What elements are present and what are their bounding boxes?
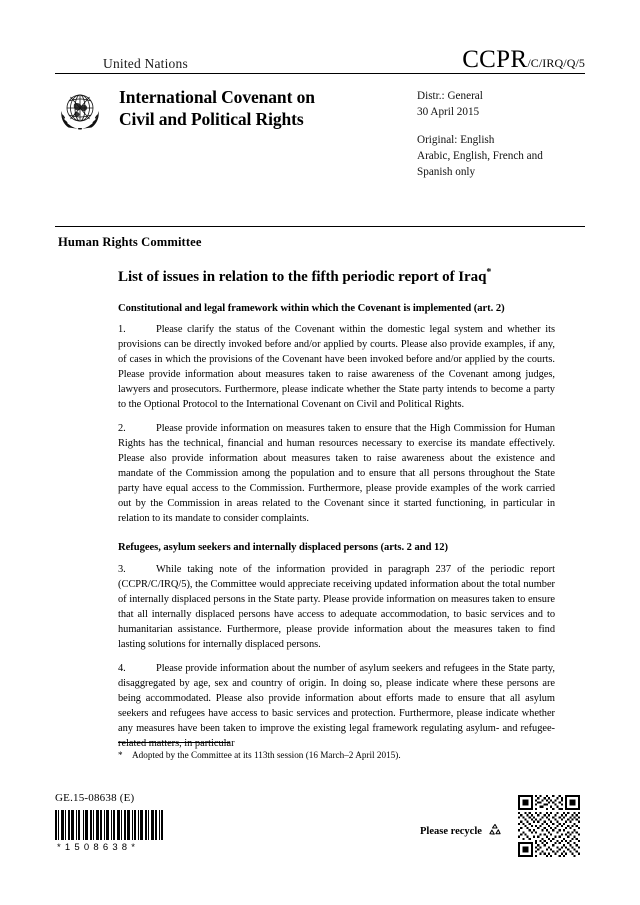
barcode bbox=[55, 810, 189, 853]
footnote bbox=[118, 749, 555, 762]
recycle-label: Please recycle bbox=[420, 826, 482, 837]
barcode-bars bbox=[55, 810, 189, 840]
barcode-digits: *1508638* bbox=[57, 842, 140, 853]
document-content bbox=[118, 266, 555, 761]
committee-rule bbox=[55, 226, 585, 227]
paragraph bbox=[118, 422, 555, 527]
page-title bbox=[118, 266, 555, 288]
distribution-type: Distr.: General bbox=[417, 90, 483, 102]
paragraph-number: 3. bbox=[118, 563, 126, 575]
paragraph-text: Please provide information about the number of asylum seekers and refugees in the State party, disaggregated by age, sex and country of origin. In doing so, please indicate where these persons are being accommodated. Please also provide information about efforts made to ensure that all asylum seekers and refugees have access to basic services and protection. Furthermore, please indicate whether any measures have been taken to improve the existing legal framework regulating asylum- and refugee-related matters, in particular bbox=[118, 662, 555, 749]
paragraph-number: 4. bbox=[118, 662, 126, 674]
paragraph-text: While taking note of the information provided in paragraph 237 of the periodic report (CCPR/C/IRQ/5), the Committee would appreciate receiving updated information about the total number of internally displaced persons in the State party. Please provide information on measures taken to ensure that all internally displaced persons have access to adequate accommodation, to basic services and to humanitarian assistance. Furthermore, please provide information about the measures taken to find lasting solutions for internally displaced persons. bbox=[118, 563, 555, 650]
page-title-text: List of issues in relation to the fifth periodic report of Iraq bbox=[118, 269, 487, 285]
distribution-block bbox=[417, 83, 585, 181]
footnote-marker: * bbox=[118, 750, 123, 760]
paragraph bbox=[118, 323, 555, 413]
committee-name: Human Rights Committee bbox=[58, 235, 202, 249]
instrument-title-line1: International Covenant on bbox=[119, 87, 315, 107]
instrument-title bbox=[113, 83, 417, 181]
section-heading: Refugees, asylum seekers and internally displaced persons (arts. 2 and 12) bbox=[118, 542, 449, 554]
recycle-notice bbox=[420, 822, 503, 841]
footnote-rule bbox=[118, 742, 230, 743]
paragraph bbox=[118, 563, 555, 653]
paragraph-text: Please clarify the status of the Covenant within the domestic legal system and whether its provisions can be directly invoked before and/or applied by courts. Please also provide examples, if any, of cases in which the provisions of the Covenant have been invoked before and/or applied by the courts. Please provide information about measures taken to raise awareness of the Covenant among judges, lawyers and prosecutors. Furthermore, please indicate whether the State party intends to become a party to the Optional Protocol to the International Covenant on Civil and Political Rights. bbox=[118, 324, 555, 411]
document-symbol bbox=[462, 47, 585, 72]
languages-line1: Arabic, English, French and bbox=[417, 149, 543, 162]
document-code: GE.15-08638 (E) bbox=[55, 792, 135, 804]
title-footnote-marker: * bbox=[486, 267, 492, 278]
section-heading: Constitutional and legal framework within which the Covenant is implemented (art. 2) bbox=[118, 302, 505, 314]
masthead bbox=[55, 47, 585, 181]
paragraph bbox=[118, 662, 555, 752]
instrument-title-line2: Civil and Political Rights bbox=[119, 108, 304, 129]
masthead-rule bbox=[55, 73, 585, 74]
masthead-body-row bbox=[55, 83, 585, 181]
original-language: Original: English bbox=[417, 133, 495, 146]
recycle-icon bbox=[487, 822, 503, 841]
languages-line2: Spanish only bbox=[417, 165, 476, 178]
document-symbol-suffix: /C/IRQ/Q/5 bbox=[527, 56, 585, 70]
qr-code bbox=[518, 795, 580, 857]
paragraph-number: 2. bbox=[118, 423, 126, 435]
paragraph-text: Please provide information on measures taken to ensure that the High Commission for Human Rights has the technical, financial and human resources necessary to exercise its mandate effectively. Please also provide information about measures taken to raise awareness about the existence and mandate of the Commission among the population and to ensure that all persons throughout the State party have equal access to the Commission. Furthermore, please provide examples of the work carried out by the Commission in areas related to the Covenant since it started functioning, in particular in relation to its mandate to consider complaints. bbox=[118, 423, 555, 525]
document-symbol-main: CCPR bbox=[462, 46, 528, 73]
footnote-text: Adopted by the Committee at its 113th session (16 March–2 April 2015). bbox=[132, 750, 401, 760]
distribution-date: 30 April 2015 bbox=[417, 105, 480, 118]
spacer bbox=[417, 121, 585, 133]
paragraph-number: 1. bbox=[118, 324, 126, 336]
masthead-top-row bbox=[55, 47, 585, 73]
un-emblem-icon bbox=[55, 83, 113, 181]
organization-name: United Nations bbox=[103, 56, 188, 71]
